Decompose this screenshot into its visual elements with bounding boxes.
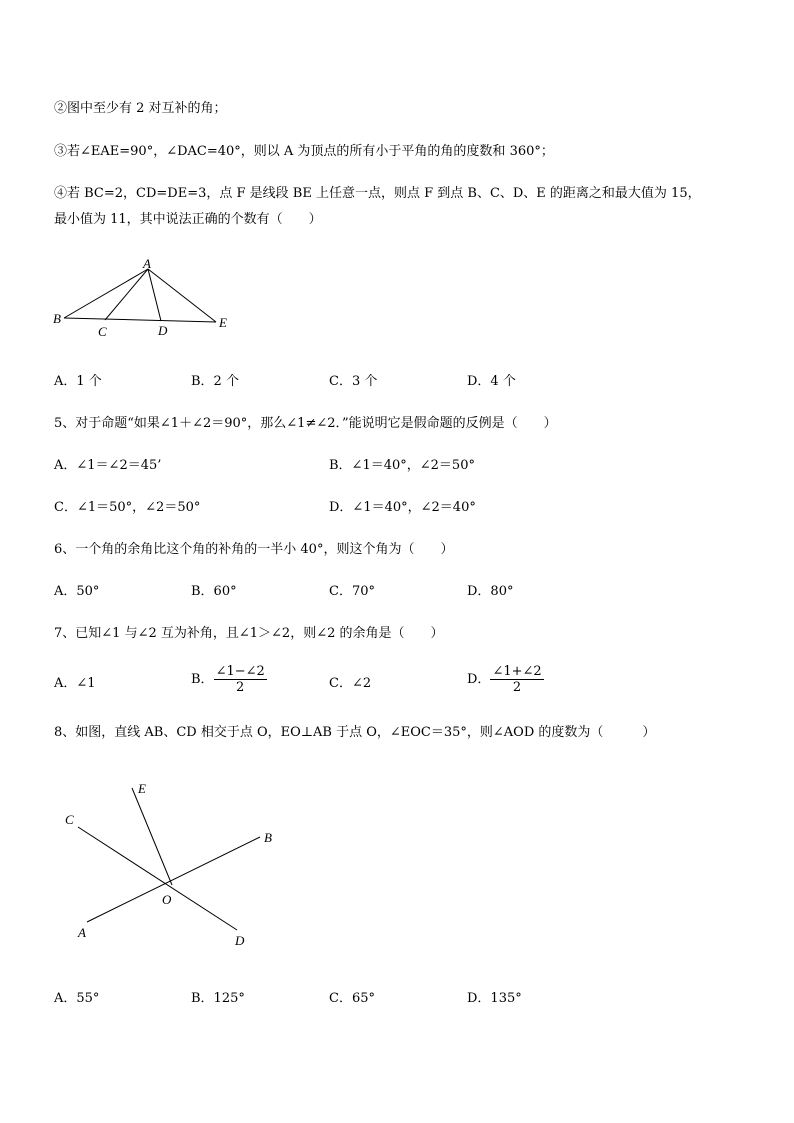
q7-option-b-fraction bbox=[214, 664, 267, 695]
segment-ac bbox=[105, 269, 148, 320]
q7-option-b-numerator: ∠1−∠2 bbox=[215, 664, 265, 679]
q7-stem: 7、已知∠1 与∠2 互为补角，且∠1＞∠2，则∠2 的余角是（ ） bbox=[54, 626, 444, 641]
segment-ad bbox=[148, 269, 161, 321]
label-o: O bbox=[162, 892, 172, 907]
q6-option-c[interactable]: C．70° bbox=[329, 584, 375, 599]
label-a: A bbox=[78, 925, 86, 940]
q4-option-d[interactable]: D．4 个 bbox=[467, 374, 516, 389]
q4-option-b[interactable]: B．2 个 bbox=[191, 374, 239, 389]
q6-option-a[interactable]: A．50° bbox=[54, 584, 100, 599]
q5-stem: 5、对于命题“如果∠1＋∠2＝90°，那么∠1≠∠2．”能说明它是假命题的反例是（ ） bbox=[54, 416, 557, 431]
q6-option-b[interactable]: B．60° bbox=[191, 584, 237, 599]
label-e: E bbox=[219, 315, 227, 330]
segment-ae bbox=[148, 269, 216, 322]
q7-option-d-numerator: ∠1+∠2 bbox=[492, 664, 542, 679]
label-d: D bbox=[158, 323, 168, 338]
label-c: C bbox=[65, 812, 74, 827]
statement-4-line2: 最小值为 11，其中说法正确的个数有（ ） bbox=[54, 212, 322, 227]
q7-option-b[interactable] bbox=[191, 664, 267, 695]
q7-option-d[interactable] bbox=[467, 664, 544, 695]
q8-stem: 8、如图，直线 AB、CD 相交于点 O，EO⊥AB 于点 O，∠EOC＝35°，则∠AOD 的度数为（ ） bbox=[54, 725, 656, 740]
q5-option-a[interactable]: A．∠1＝∠2＝45’ bbox=[54, 458, 162, 473]
q7-option-d-denominator: 2 bbox=[512, 680, 522, 695]
ray-oe bbox=[132, 788, 172, 885]
q8-option-d[interactable]: D．135° bbox=[467, 991, 522, 1006]
statement-4-line1: ④若 BC=2，CD=DE=3，点 F 是线段 BE 上任意一点，则点 F 到点 B、C、D、E 的距离之和最大值为 15， bbox=[54, 186, 701, 201]
q5-option-b[interactable]: B．∠1＝40°，∠2＝50° bbox=[329, 458, 475, 473]
q6-stem: 6、一个角的余角比这个角的补角的一半小 40°，则这个角为（ ） bbox=[54, 542, 454, 557]
statement-3: ③若∠EAE=90°，∠DAC=40°，则以 A 为顶点的所有小于平角的角的度数和 360°； bbox=[54, 144, 554, 159]
segment-ab bbox=[64, 269, 148, 318]
triangle-figure bbox=[50, 254, 250, 344]
q8-option-c[interactable]: C．65° bbox=[329, 991, 375, 1006]
q6-option-d[interactable]: D．80° bbox=[467, 584, 514, 599]
label-e: E bbox=[138, 781, 146, 796]
q4-option-a[interactable]: A．1 个 bbox=[54, 374, 102, 389]
label-d: D bbox=[235, 933, 245, 948]
q8-option-a[interactable]: A．55° bbox=[54, 991, 100, 1006]
label-b: B bbox=[264, 830, 272, 845]
statement-2: ②图中至少有 2 对互补的角； bbox=[54, 101, 227, 116]
q7-option-d-letter: D． bbox=[467, 672, 491, 687]
q7-option-b-letter: B． bbox=[191, 672, 214, 687]
label-b: B bbox=[53, 311, 61, 326]
q7-option-c[interactable]: C．∠2 bbox=[329, 676, 372, 691]
q5-option-d[interactable]: D．∠1＝40°，∠2＝40° bbox=[329, 500, 476, 515]
q5-option-c[interactable]: C．∠1＝50°，∠2＝50° bbox=[54, 500, 201, 515]
q4-option-c[interactable]: C．3 个 bbox=[329, 374, 378, 389]
q7-option-b-denominator: 2 bbox=[236, 680, 245, 695]
q7-option-a[interactable]: A．∠1 bbox=[54, 676, 96, 691]
intersecting-lines-figure bbox=[50, 772, 290, 962]
label-a: A bbox=[143, 256, 151, 271]
q7-option-d-fraction bbox=[490, 664, 543, 695]
base-line-be bbox=[64, 318, 216, 322]
label-c: C bbox=[98, 324, 107, 339]
q8-option-b[interactable]: B．125° bbox=[191, 991, 245, 1006]
